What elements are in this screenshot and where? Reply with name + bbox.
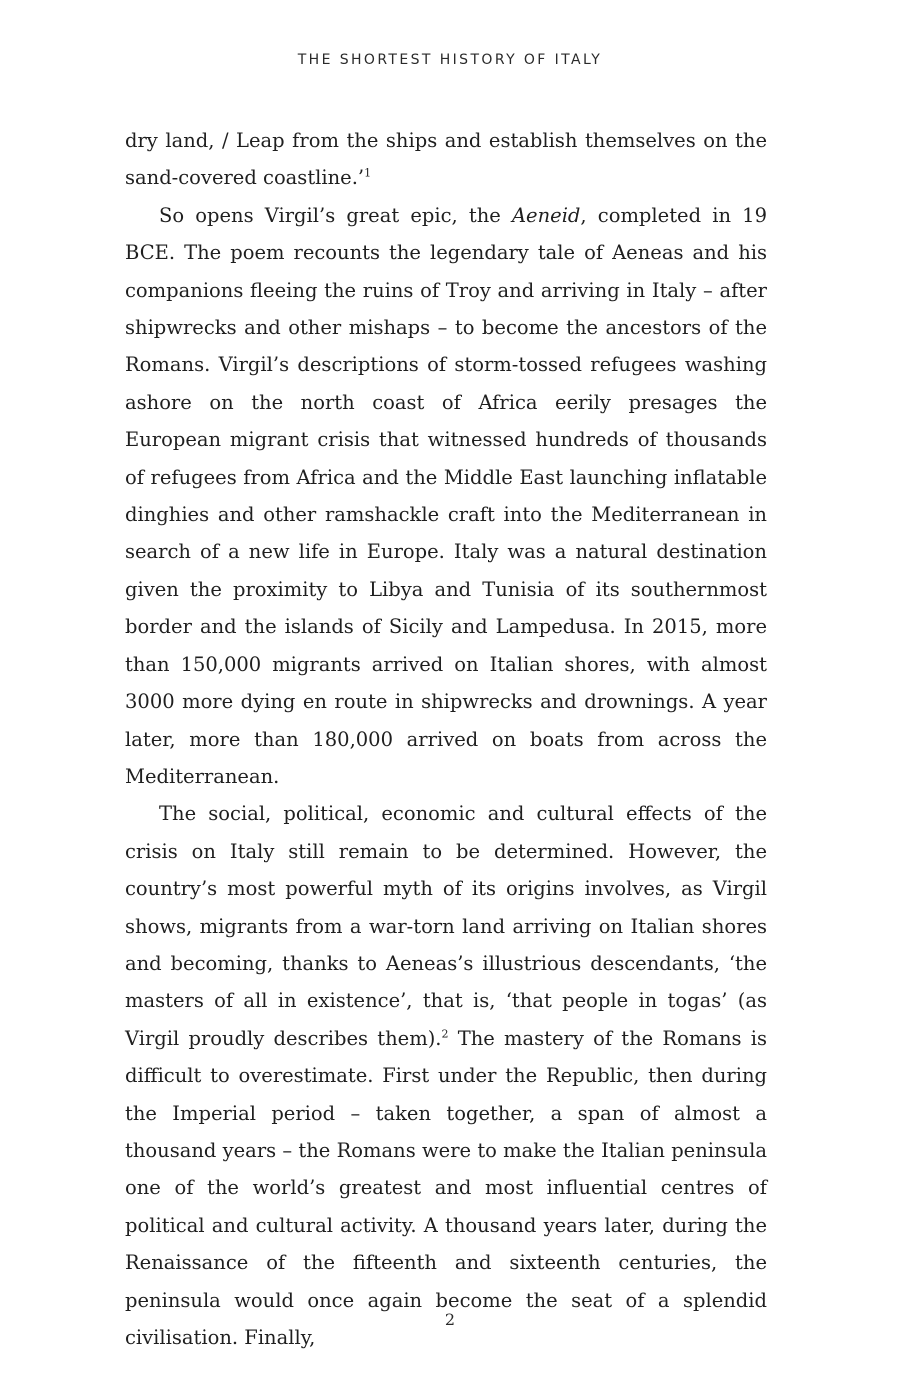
footnote-ref-2: 2 (441, 1027, 449, 1041)
paragraph-1 (125, 122, 767, 197)
paragraph-2 (125, 197, 767, 796)
paragraph-3 (125, 795, 767, 1356)
work-title-aeneid: Aeneid (511, 203, 581, 227)
paragraph-3-before-note: The social, political, economic and cultural effects of the crisis on Italy still remain to be determined. However, the country’s most powerful myth of its origins involves, as Virgil shows, migrants from a war-torn land arriving on Italian shores and becoming, thanks to Aeneas’s illustrious descendants, ‘the masters of all in existence’, that is, ‘that people in togas’ (as Virgil proudly describes them). (125, 802, 767, 1050)
paragraph-2-rest: , completed in 19 BCE. The poem recounts the legendary tale of Aeneas and his companions fleeing the ruins of Troy and arriving in Italy – after shipwrecks and other mishaps – to become the ancestors of the Romans. Virgil’s descriptions of storm-tossed refugees washing ashore on the north coast of Africa eerily presages the European migrant crisis that witnessed hundreds of thousands of refugees from Africa and the Middle East launching inflatable dinghies and other ramshackle craft into the Mediterranean in search of a new life in Europe. Italy was a natural destination given the proximity to Libya and Tunisia of its southernmost border and the islands of Sicily and Lampedusa. In 2015, more than 150,000 migrants arrived on Italian shores, with almost 3000 more dying en route in shipwrecks and drownings. A year later, more than 180,000 arrived on boats from across the Mediterranean. (125, 203, 767, 788)
running-head: THE SHORTEST HISTORY OF ITALY (297, 52, 603, 68)
paragraph-2-intro: So opens Virgil’s great epic, the (159, 203, 512, 227)
paragraph-1-text: dry land, / Leap from the ships and establish themselves on the sand-covered coastline.’ (125, 129, 767, 190)
footnote-ref-1: 1 (364, 166, 372, 180)
paragraph-3-after-note: The mastery of the Romans is difficult to overestimate. First under the Republic, then during the Imperial period – taken together, a span of almost a thousand years – the Romans were to make the Italian peninsula one of the world’s greatest and most influential centres of political and cultural activity. A thousand years later, during the Renaissance of the fifteenth and sixteenth centuries, the peninsula would once again become the seat of a splendid civilisation. Finally, (125, 1026, 767, 1349)
page-number: 2 (444, 1310, 456, 1329)
body-text (125, 122, 767, 1356)
